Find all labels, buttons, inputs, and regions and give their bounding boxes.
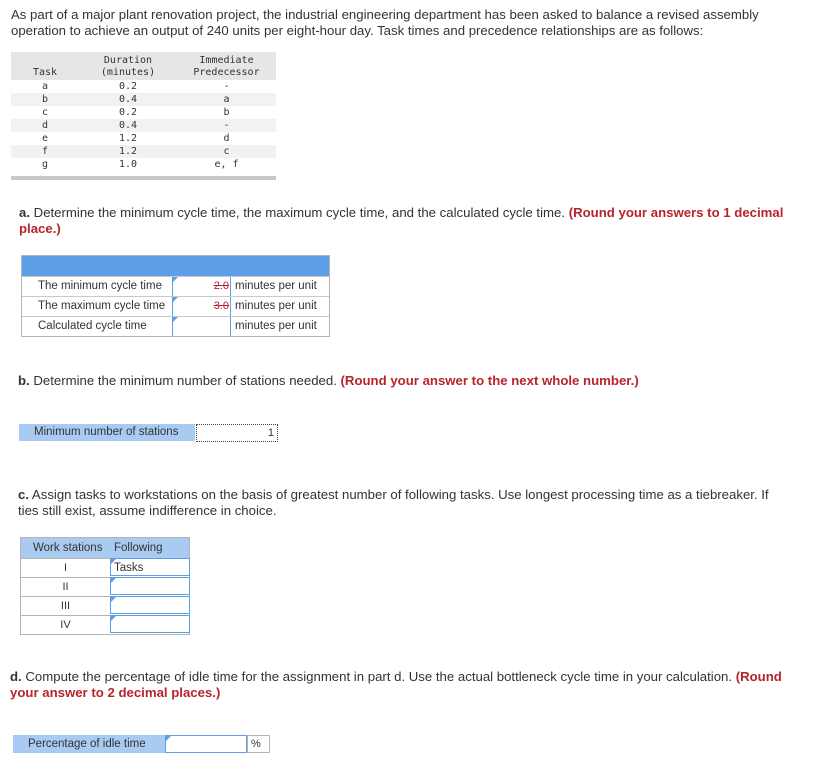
part-c-question [18, 487, 788, 519]
table-row [11, 93, 276, 106]
header-predecessor: Immediate [199, 55, 254, 66]
part-a-letter: a. [19, 205, 30, 220]
idle-time-input[interactable] [165, 735, 247, 753]
station-label: I [63, 562, 68, 574]
station-2-tasks-input[interactable] [110, 577, 190, 595]
task-cell: g [41, 159, 49, 170]
idle-time-unit: % [247, 735, 270, 753]
table-row [22, 316, 329, 336]
task-cell: d [41, 120, 49, 131]
station-label: III [60, 600, 71, 612]
header-task: Task [32, 67, 58, 78]
max-cycle-value: 3.0 [213, 300, 229, 312]
task-table [11, 52, 276, 180]
table-footer-rule [11, 176, 276, 180]
part-d-letter: d. [10, 669, 22, 684]
table-row [22, 276, 329, 296]
predecessor-cell: c [223, 146, 230, 157]
part-d-instruction: (Round your answer to 2 decimal places.) [10, 669, 782, 700]
table-row [11, 119, 276, 132]
table-row [11, 132, 276, 145]
predecessor-cell: - [223, 81, 230, 92]
header-duration-unit: (minutes) [100, 67, 156, 78]
task-cell: b [41, 94, 49, 105]
part-a-question [19, 205, 789, 237]
header-following-tasks: Following Tasks [114, 542, 163, 574]
table-row [22, 296, 329, 316]
duration-cell: 0.4 [118, 120, 138, 131]
part-d-text: Compute the percentage of idle time for the assignment in part d. Use the actual bottleneck cycle time in your calculation. [21, 669, 736, 684]
duration-cell: 0.4 [118, 94, 138, 105]
station-label: IV [60, 619, 71, 631]
station-label: II [62, 581, 69, 593]
predecessor-cell: b [223, 107, 230, 118]
header-predecessor-l2: Predecessor [193, 67, 260, 78]
calc-cycle-label: Calculated cycle time [38, 320, 147, 332]
calc-cycle-input[interactable] [172, 317, 231, 336]
max-cycle-label: The maximum cycle time [38, 300, 166, 312]
min-stations-label: Minimum number of stations [19, 424, 195, 441]
min-cycle-input[interactable] [172, 277, 231, 296]
table-row [20, 597, 190, 616]
header-work-stations: Work stations [33, 542, 103, 554]
table-row [20, 578, 190, 597]
table-row [11, 145, 276, 158]
predecessor-cell: - [223, 120, 230, 131]
duration-cell: 0.2 [118, 107, 138, 118]
table-row [11, 106, 276, 119]
header-duration: Duration [103, 55, 153, 66]
part-c-letter: c. [18, 487, 29, 502]
station-3-tasks-input[interactable] [110, 596, 190, 614]
min-cycle-value: 2.0 [213, 280, 229, 292]
max-cycle-unit: minutes per unit [235, 300, 317, 312]
task-cell: c [41, 107, 49, 118]
part-b-letter: b. [18, 373, 30, 388]
task-cell: a [41, 81, 49, 92]
min-stations-input[interactable]: 1 [196, 424, 278, 442]
task-cell: e [41, 133, 49, 144]
cycle-time-table [21, 255, 330, 337]
station-4-tasks-input[interactable] [110, 615, 190, 633]
table-row [20, 559, 190, 578]
duration-cell: 1.2 [118, 133, 138, 144]
duration-cell: 1.2 [118, 146, 138, 157]
cycle-time-table-header [22, 256, 329, 276]
part-a-text: Determine the minimum cycle time, the maximum cycle time, and the calculated cycle time. [30, 205, 569, 220]
table-row [11, 80, 276, 93]
task-table-header [11, 52, 276, 80]
predecessor-cell: e, f [214, 159, 239, 170]
table-row [11, 158, 276, 171]
min-cycle-unit: minutes per unit [235, 280, 317, 292]
workstation-table-header [20, 537, 190, 574]
predecessor-cell: a [223, 94, 230, 105]
predecessor-cell: d [223, 133, 230, 144]
task-cell: f [41, 146, 49, 157]
problem-intro: As part of a major plant renovation project, the industrial engineering department has been asked to balance a revised assembly operation to achieve an output of 240 units per eight-hour day. Task times and precedence relationships are as follows: [11, 7, 759, 38]
part-a-instruction: (Round your answers to 1 decimal place.) [19, 205, 784, 236]
duration-cell: 0.2 [118, 81, 138, 92]
workstation-table [20, 537, 190, 635]
table-row [20, 616, 190, 635]
station-1-tasks-input[interactable] [110, 558, 190, 576]
part-b-text: Determine the minimum number of stations needed. [29, 373, 341, 388]
calc-cycle-unit: minutes per unit [235, 320, 317, 332]
min-cycle-label: The minimum cycle time [38, 280, 162, 292]
max-cycle-input[interactable] [172, 297, 231, 316]
part-d-question [10, 669, 795, 701]
duration-cell: 1.0 [118, 159, 138, 170]
idle-time-label: Percentage of idle time [13, 735, 165, 753]
part-c-text: Assign tasks to workstations on the basis of greatest number of following tasks. Use longest processing time as a tiebreaker. If ties still exist, assume indifference in choice. [18, 487, 769, 518]
part-b-question [18, 373, 788, 389]
part-b-instruction: (Round your answer to the next whole number.) [340, 373, 639, 388]
